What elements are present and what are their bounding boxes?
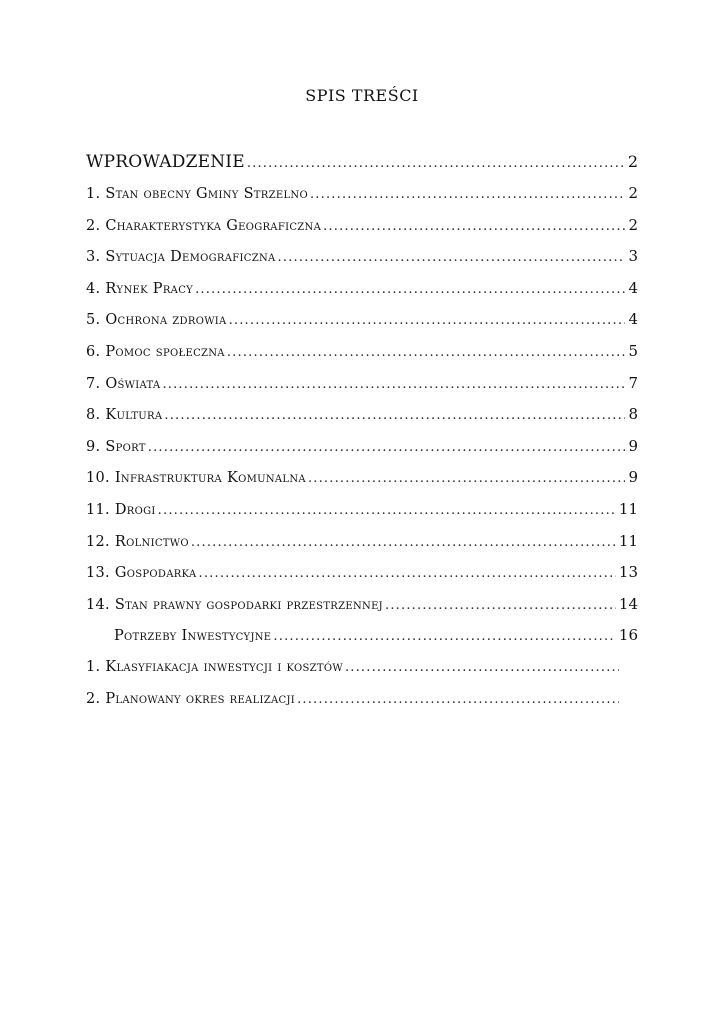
toc-entry-page: 3 (628, 247, 638, 266)
toc-entry-page: 2 (628, 215, 638, 234)
toc-entry-page: 13 (618, 563, 638, 582)
dot-leader (308, 463, 625, 495)
toc-entry-label: 7. Oświata (86, 375, 161, 392)
toc-entry-sytuacja[interactable] (86, 241, 638, 273)
toc-entry-charakterystyka[interactable] (86, 210, 638, 242)
toc-entry-page: 5 (628, 341, 638, 360)
toc-entry-label: 4. Rynek Pracy (86, 280, 194, 297)
dot-leader (195, 274, 625, 306)
dot-leader (229, 305, 625, 337)
toc-entry-page: 7 (628, 373, 638, 392)
dot-leader (345, 652, 619, 684)
toc-entry-drogi[interactable] (86, 494, 638, 526)
toc-entry-page: 9 (628, 468, 638, 487)
toc-entry-kultura[interactable] (86, 399, 638, 431)
toc-entry-rolnictwo[interactable] (86, 526, 638, 558)
toc-entry-gospodarka[interactable] (86, 557, 638, 589)
toc-entry-page: 11 (618, 531, 638, 550)
toc-entry-label: 12. Rolnictwo (86, 533, 189, 550)
toc-entry-label: 1. Klasyfiakacja inwestycji i kosztów (86, 658, 343, 675)
toc-entry-stan-prawny[interactable] (86, 589, 638, 621)
toc-entry-page: 4 (628, 278, 638, 297)
dot-leader (247, 148, 625, 180)
toc-entry-page: 16 (618, 626, 638, 645)
toc-entry-page: 2 (628, 184, 638, 202)
toc-entry-label: Potrzeby Inwestycyjne (114, 628, 272, 645)
toc-entry-pomoc-spoleczna[interactable] (86, 336, 638, 368)
dot-leader (385, 590, 616, 622)
toc-entry-potrzeby-inwestycyjne[interactable] (86, 620, 638, 652)
toc-entry-label: 10. Infrastruktura Komunalna (86, 470, 306, 487)
toc-entry-label: WPROWADZENIE (86, 152, 245, 172)
toc-entry-label: 9. Sport (86, 438, 146, 455)
dot-leader (278, 242, 625, 274)
toc-entry-page: 11 (618, 499, 638, 518)
toc-entry-page: 9 (628, 436, 638, 455)
toc-entry-label: 1. Stan obecny Gminy Strzelno (86, 186, 308, 202)
dot-leader (164, 400, 625, 432)
dot-leader (297, 684, 619, 716)
toc-entry-label: 2. Charakterystyka Geograficzna (86, 217, 322, 234)
toc-entry-page: 14 (618, 594, 638, 613)
dot-leader (323, 211, 625, 243)
toc-entry-planowany-okres[interactable] (86, 684, 632, 716)
toc-entry-stan-obecny[interactable] (86, 178, 638, 210)
dot-leader (273, 621, 616, 653)
dot-leader (191, 527, 616, 559)
toc-entry-label: 8. Kultura (86, 407, 163, 424)
toc-entry-oswiata[interactable] (86, 368, 638, 400)
dot-leader (158, 495, 616, 527)
toc-entry-label: 5. Ochrona zdrowia (86, 312, 227, 329)
toc-entry-sport[interactable] (86, 431, 638, 463)
toc-entry-page: 2 (627, 152, 638, 171)
dot-leader (148, 432, 625, 464)
toc-entry-label: 14. Stan prawny gospodarki przestrzennej (86, 596, 383, 613)
toc-entry-label: 13. Gospodarka (86, 565, 197, 582)
dot-leader (198, 558, 615, 590)
toc-entry-rynek-pracy[interactable] (86, 273, 638, 305)
dot-leader (162, 369, 625, 401)
toc-entry-label: 11. Drogi (86, 501, 156, 518)
table-of-contents (86, 146, 638, 715)
dot-leader (310, 179, 625, 211)
toc-entry-page: 4 (628, 310, 638, 329)
toc-entry-label: 6. Pomoc społeczna (86, 343, 225, 360)
toc-entry-label: 2. Planowany okres realizacji (86, 690, 296, 707)
toc-entry-infrastruktura[interactable] (86, 462, 638, 494)
toc-entry-page: 8 (628, 405, 638, 424)
toc-entry-label: 3. Sytuacja Demograficzna (86, 249, 276, 266)
toc-entry-wprowadzenie[interactable] (86, 146, 638, 178)
toc-entry-ochrona-zdrowia[interactable] (86, 304, 638, 336)
dot-leader (227, 337, 625, 369)
toc-entry-klasyfikacja[interactable] (86, 652, 632, 684)
page-title: SPIS TREŚCI (305, 86, 419, 105)
